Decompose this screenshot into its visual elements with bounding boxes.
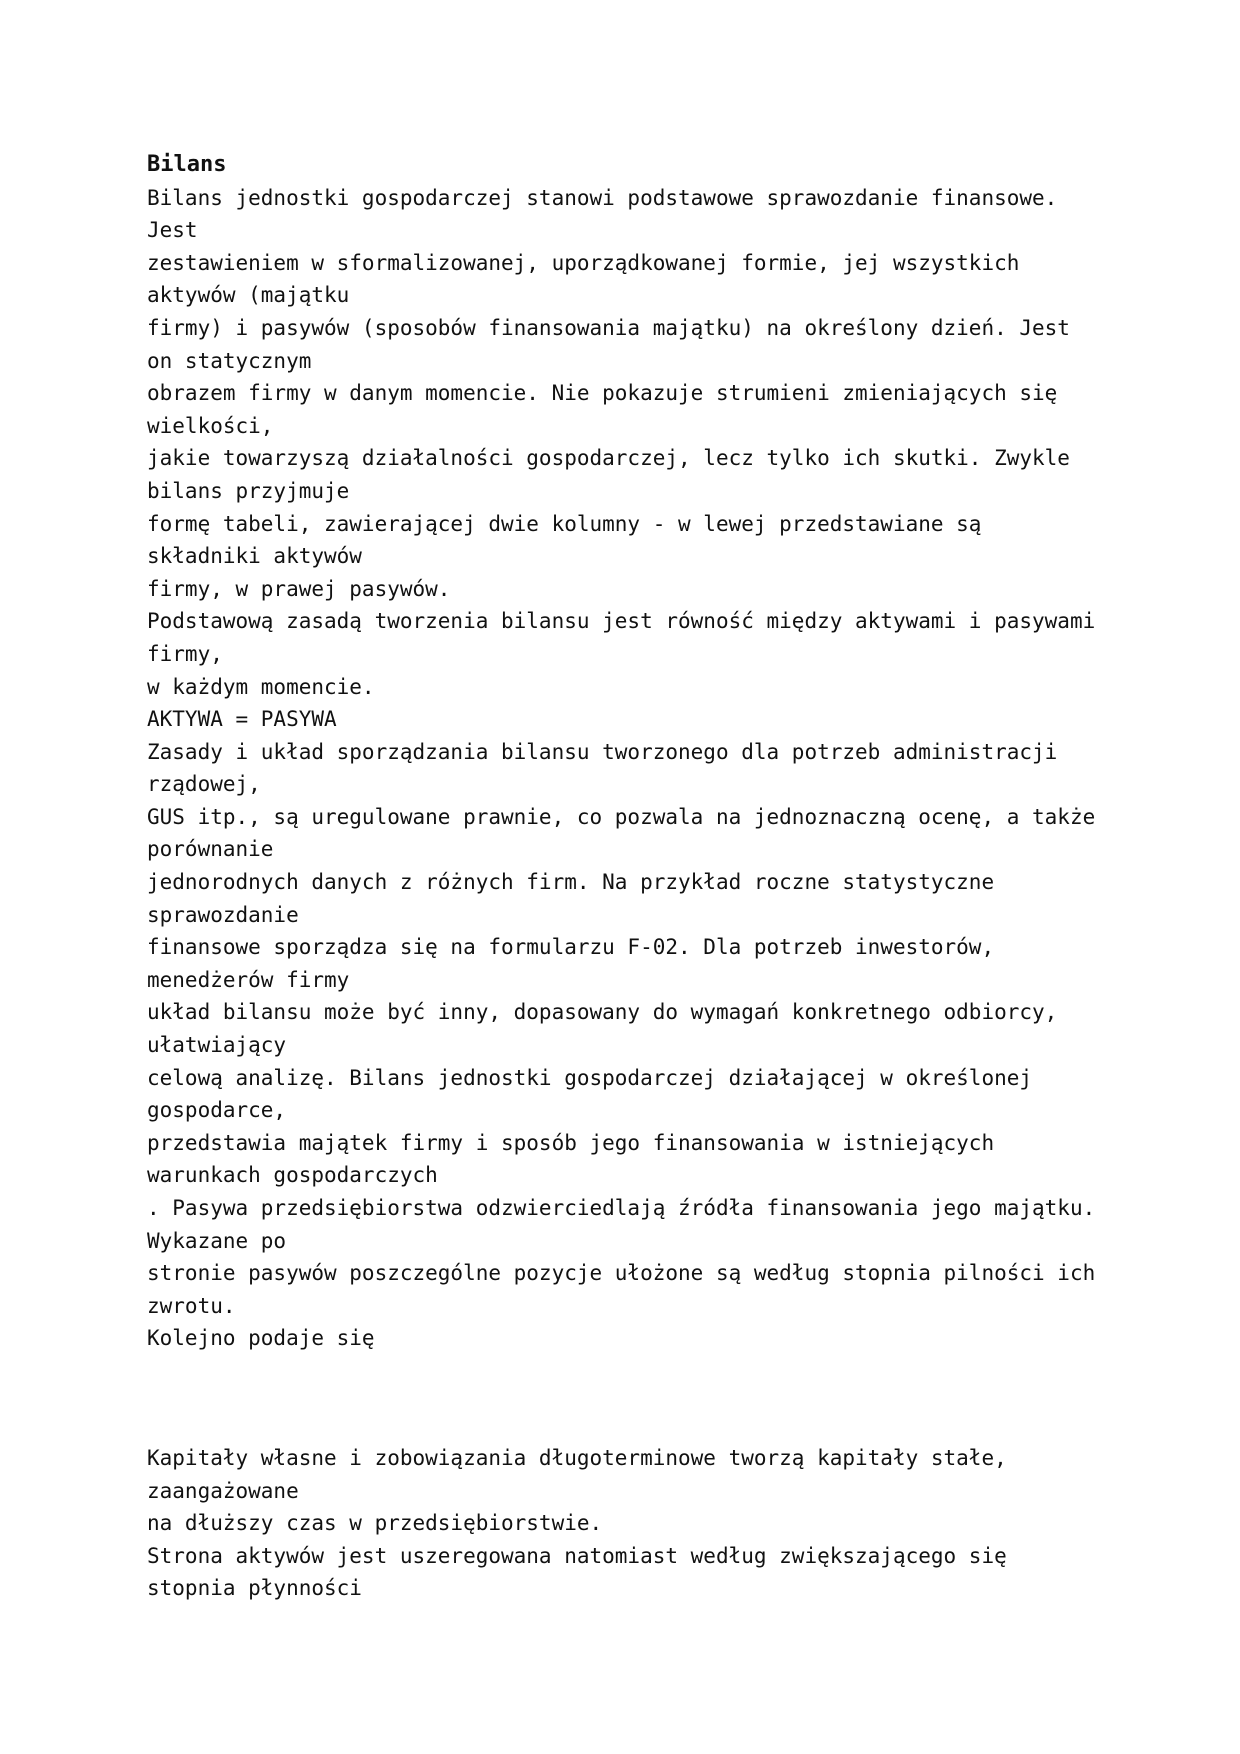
text-line: Podstawową zasadą tworzenia bilansu jest równość między aktywami i pasywami bbox=[147, 609, 1096, 634]
list-item bbox=[147, 1355, 1107, 1384]
text-line: w każdym momencie. bbox=[147, 674, 375, 699]
list-item bbox=[147, 1413, 1107, 1442]
text-line: rządowej, bbox=[147, 772, 261, 797]
list-item bbox=[147, 1384, 1107, 1413]
bullet-list bbox=[147, 1355, 1107, 1442]
document-body bbox=[147, 149, 1107, 1605]
text-line: warunkach gospodarczych bbox=[147, 1163, 438, 1188]
text-line: zaangażowane bbox=[147, 1478, 299, 1503]
text-line: obrazem firmy w danym momencie. Nie pokazuje strumieni zmieniających się bbox=[147, 381, 1058, 406]
text-line: Bilans jednostki gospodarczej stanowi podstawowe sprawozdanie finansowe. bbox=[147, 185, 1058, 210]
text-line: GUS itp., są uregulowane prawnie, co pozwala na jednoznaczną ocenę, a także bbox=[147, 804, 1096, 829]
paragraph-block bbox=[147, 182, 1107, 1355]
text-line: porównanie bbox=[147, 837, 274, 862]
text-line: sprawozdanie bbox=[147, 902, 299, 927]
text-line: gospodarce, bbox=[147, 1098, 287, 1123]
text-line: bilans przyjmuje bbox=[147, 478, 350, 503]
text-line: firmy, w prawej pasywów. bbox=[147, 576, 451, 601]
text-line: Jest bbox=[147, 218, 198, 243]
text-line: celową analizę. Bilans jednostki gospodarczej działającej w określonej bbox=[147, 1065, 1033, 1090]
text-line: wielkości, bbox=[147, 413, 274, 438]
text-line: menedżerów firmy bbox=[147, 967, 350, 992]
text-line: przedstawia majątek firmy i sposób jego finansowania w istniejących bbox=[147, 1130, 995, 1155]
text-line: Strona aktywów jest uszeregowana natomiast według zwiększającego się bbox=[147, 1543, 1007, 1568]
text-line: aktywów (majątku bbox=[147, 283, 350, 308]
text-line: finansowe sporządza się na formularzu F-02. Dla potrzeb inwestorów, bbox=[147, 935, 995, 960]
text-line: stopnia płynności bbox=[147, 1576, 362, 1601]
text-line: Zasady i układ sporządzania bilansu tworzonego dla potrzeb administracji bbox=[147, 739, 1058, 764]
text-line: zestawieniem w sformalizowanej, uporządkowanej formie, jej wszystkich bbox=[147, 250, 1020, 275]
equation-line: AKTYWA = PASYWA bbox=[147, 707, 337, 732]
closing-block bbox=[147, 1442, 1107, 1605]
text-line: składniki aktywów bbox=[147, 544, 362, 569]
text-line: jakie towarzyszą działalności gospodarczej, lecz tylko ich skutki. Zwykle bbox=[147, 446, 1070, 471]
text-line: firmy, bbox=[147, 641, 223, 666]
text-line: układ bilansu może być inny, dopasowany do wymagań konkretnego odbiorcy, bbox=[147, 1000, 1058, 1025]
text-line: firmy) i pasywów (sposobów finansowania majątku) na określony dzień. Jest bbox=[147, 315, 1070, 340]
text-line: Wykazane po bbox=[147, 1228, 287, 1253]
text-line: na dłuższy czas w przedsiębiorstwie. bbox=[147, 1511, 603, 1536]
document-title: Bilans bbox=[147, 152, 227, 177]
text-line: Kapitały własne i zobowiązania długoterminowe tworzą kapitały stałe, bbox=[147, 1445, 1007, 1470]
text-line: Kolejno podaje się bbox=[147, 1326, 375, 1351]
text-line: zwrotu. bbox=[147, 1293, 236, 1318]
text-line: . Pasywa przedsiębiorstwa odzwierciedlają źródła finansowania jego majątku. bbox=[147, 1196, 1096, 1220]
text-line: ułatwiający bbox=[147, 1033, 287, 1058]
text-line: on statycznym bbox=[147, 348, 312, 373]
text-line: jednorodnych danych z różnych firm. Na przykład roczne statystyczne bbox=[147, 870, 995, 895]
text-line: formę tabeli, zawierającej dwie kolumny - w lewej przedstawiane są bbox=[147, 511, 982, 536]
text-line: stronie pasywów poszczególne pozycje ułożone są według stopnia pilności ich bbox=[147, 1261, 1096, 1286]
